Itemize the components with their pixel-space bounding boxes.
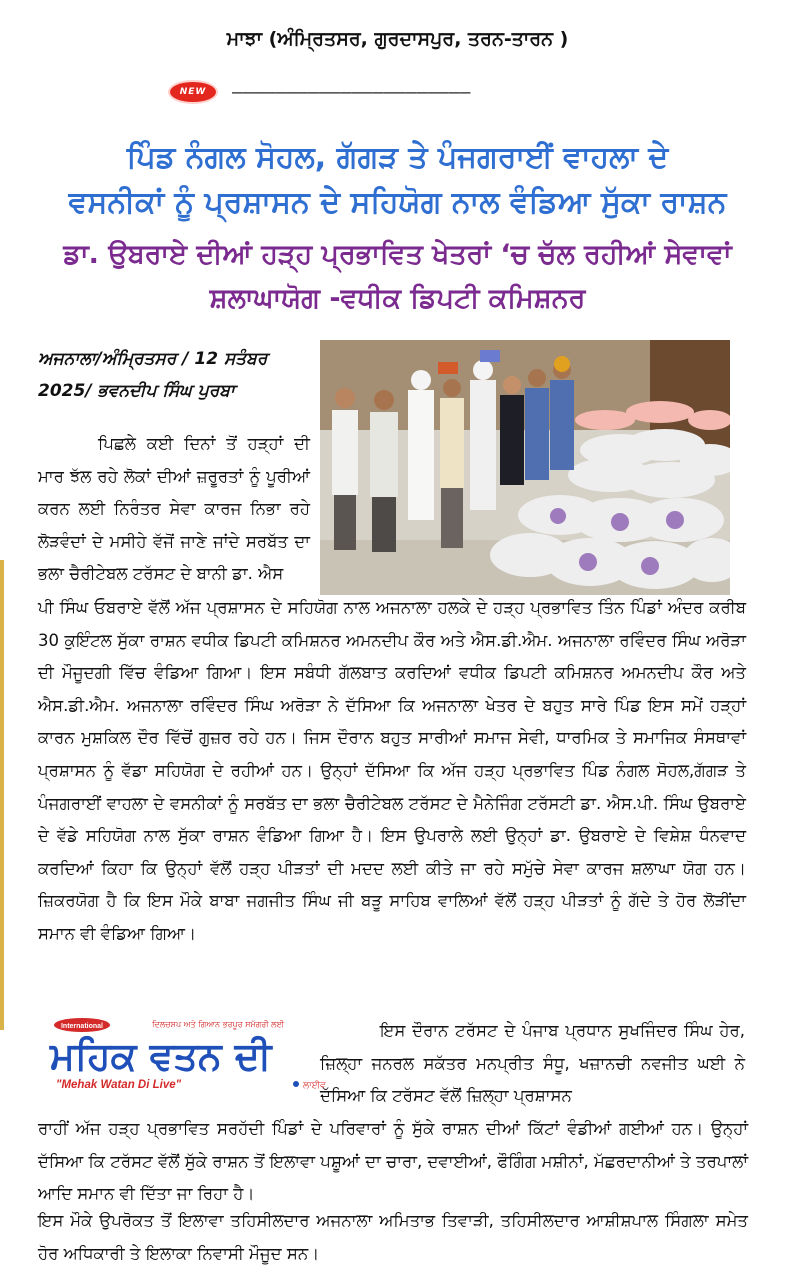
region-header: ਮਾਝਾ (ਅੰਮ੍ਰਿਤਸਰ, ਗੁਰਦਾਸਪੁਰ, ਤਰਨ-ਤਾਰਨ ) [226, 28, 569, 50]
subheadline-line-1: ਡਾ. ਉਬਰਾਏ ਦੀਆਂ ਹੜ੍ਹ ਪ੍ਰਭਾਵਿਤ ਖੇਤਰਾਂ ‘ਚ ਚੱਲ ਰਹੀਆਂ ਸੇਵਾਵਾਂ [63, 239, 732, 270]
news-photo [320, 340, 730, 595]
paragraph-1-full-width: ਪੀ ਸਿੰਘ ਓਬਰਾਏ ਵੱਲੋਂ ਅੱਜ ਪ੍ਰਸ਼ਾਸਨ ਦੇ ਸਹਿਯੋਗ ਨਾਲ ਅਜਨਾਲਾ ਹਲਕੇ ਦੇ ਹੜ੍ਹ ਪ੍ਰਭਾਵਿਤ ਤਿੰਨ ਪਿੰਡਾਂ ਅੰਦਰ ਕਰੀਬ 30 ਕੁਇੰਟਲ ਸੁੱਕਾ ਰਾਸ਼ਨ ਵਧੀਕ ਡਿਪਟੀ ਕਮਿਸ਼ਨਰ ਅਮਨਦੀਪ ਕੌਰ ਅਤੇ ਐਸ.ਡੀ.ਐਮ. ਅਜਨਾਲਾ ਰਵਿੰਦਰ ਸਿੰਘ ਅਰੋੜਾ ਦੀ ਮੌਜੂਦਗੀ ਵਿੱਚ ਵੰਡਿਆ ਗਿਆ। ਇਸ ਸਬੰਧੀ ਗੱਲਬਾਤ ਕਰਦਿਆਂ ਵਧੀਕ ਡਿਪਟੀ ਕਮਿਸ਼ਨਰ ਅਮਨਦੀਪ ਕੌਰ ਅਤੇ ਐਸ.ਡੀ.ਐਮ. ਅਜਨਾਲਾ ਰਵਿੰਦਰ ਸਿੰਘ ਅਰੋੜਾ ਨੇ ਦੱਸਿਆ ਕਿ ਅਜਨਾਲਾ ਖੇਤਰ ਦੇ ਬਹੁਤ ਸਾਰੇ ਪਿੰਡ ਇਸ ਸਮੇਂ ਹੜ੍ਹਾਂ ਕਾਰਨ ਮੁਸ਼ਕਿਲ ਦੌਰ ਵਿੱਚੋਂ ਗੁਜ਼ਰ ਰਹੇ ਹਨ। ਜਿਸ ਦੌਰਾਨ ਬਹੁਤ ਸਾਰੀਆਂ ਸਮਾਜ ਸੇਵੀ, ਧਾਰਮਿਕ ਤੇ ਸਮਾਜਿਕ ਸੰਸਥਾਵਾਂ ਪ੍ਰਸ਼ਾਸਨ ਨੂੰ ਵੱਡਾ ਸਹਿਯੋਗ ਦੇ ਰਹੀਆਂ ਹਨ। ਉਨ੍ਹਾਂ ਦੱਸਿਆ ਕਿ ਅੱਜ ਹੜ੍ਹ ਪ੍ਰਭਾਵਿਤ ਪਿੰਡ ਨੰਗਲ ਸੋਹਲ,ਗੱਗੜ ਤੇ ਪੰਜਗਰਾਈਂ ਵਾਹਲਾ ਦੇ ਵਸਨੀਕਾਂ ਨੂੰ ਸਰਬੱਤ ਦਾ ਭਲਾ ਚੈਰੀਟੇਬਲ ਟਰੱਸਟ ਦੇ ਮੈਨੇਜਿੰਗ ਟਰੱਸਟੀ ਡਾ. ਐਸ.ਪੀ. ਸਿੰਘ ਉਬਰਾਏ ਦੇ ਵੱਡੇ ਸਹਿਯੋਗ ਨਾਲ ਸੁੱਕਾ ਰਾਸ਼ਨ ਵੰਡਿਆ ਗਿਆ ਹੈ। ਇਸ ਉਪਰਾਲੇ ਲਈ ਉਨ੍ਹਾਂ ਡਾ. ਉਬਰਾਏ ਦੇ ਵਿਸ਼ੇਸ਼ ਧੰਨਵਾਦ ਕਰਦਿਆਂ ਕਿਹਾ ਕਿ ਉਨ੍ਹਾਂ ਵੱਲੋਂ ਹੜ੍ਹ ਪੀੜਤਾਂ ਦੀ ਮਦਦ ਲਈ ਕੀਤੇ ਜਾ ਰਹੇ ਸਮੁੱਚੇ ਸੇਵਾ ਕਾਰਜ ਸ਼ਲਾਘਾ ਯੋਗ ਹਨ। ਜ਼ਿਕਰਯੋਗ ਹੈ ਕਿ ਇਸ ਮੌਕੇ ਬਾਬਾ ਜਗਜੀਤ ਸਿੰਘ ਜੀ ਬੜੂ ਸਾਹਿਬ ਵਾਲਿਆਂ ਵੱਲੋਂ ਹੜ੍ਹ ਪੀੜਤਾਂ ਨੂੰ ਗੱਦੇ ਤੇ ਹੋਰ ਲੋੜੀਂਦਾ ਸਮਾਨ ਵੀ ਵੰਡਿਆ ਗਿਆ। [38, 598, 746, 943]
mehak-watan-di-logo [48, 1015, 338, 1095]
logo-graphic [48, 1015, 338, 1095]
paragraph-3: ਇਸ ਮੌਕੇ ਉਪਰੋਕਤ ਤੋਂ ਇਲਾਵਾ ਤਹਿਸੀਲਦਾਰ ਅਜਨਾਲਾ ਅਮਿਤਾਭ ਤਿਵਾੜੀ, ਤਹਿਸੀਲਦਾਰ ਆਸ਼ੀਸ਼ਪਾਲ ਸਿੰਗਲਾ ਸਮੇਤ ਹੋਰ ਅਧਿਕਾਰੀ ਤੇ ਇਲਾਕਾ ਨਿਵਾਸੀ ਮੌਜੂਦ ਸਨ। [38, 1211, 748, 1263]
paragraph-2-right-column [320, 1015, 745, 1113]
paragraph-2-right-text: ਇਸ ਦੌਰਾਨ ਟਰੱਸਟ ਦੇ ਪੰਜਾਬ ਪ੍ਰਧਾਨ ਸੁਖਜਿੰਦਰ ਸਿੰਘ ਹੇਰ, ਜ਼ਿਲ੍ਹਾ ਜਨਰਲ ਸਕੱਤਰ ਮਨਪ੍ਰੀਤ ਸੰਧੂ, ਖਜ਼ਾਨਚੀ ਨਵਜੀਤ ਘਈ ਨੇ ਦੱਸਿਆ ਕਿ ਟਰੱਸਟ ਵੱਲੋਂ ਜ਼ਿਲ੍ਹਾ ਪ੍ਰਸ਼ਾਸਨ [320, 1021, 745, 1106]
logo-subtitle: "Mehak Watan Di Live" [56, 1079, 182, 1091]
paragraph-2-full-width: ਰਾਹੀਂ ਅੱਜ ਹੜ੍ਹ ਪ੍ਰਭਾਵਿਤ ਸਰਹੱਦੀ ਪਿੰਡਾਂ ਦੇ ਪਰਿਵਾਰਾਂ ਨੂੰ ਸੁੱਕੇ ਰਾਸ਼ਨ ਦੀਆਂ ਕਿੱਟਾਂ ਵੰਡੀਆਂ ਗਈਆਂ ਹਨ। ਉਨ੍ਹਾਂ ਦੱਸਿਆ ਕਿ ਟਰੱਸਟ ਵੱਲੋਂ ਸੁੱਕੇ ਰਾਸ਼ਨ ਤੋਂ ਇਲਾਵਾ ਪਸ਼ੂਆਂ ਦਾ ਚਾਰਾ, ਦਵਾਈਆਂ, ਫੌਗਿੰਗ ਮਸ਼ੀਨਾਂ, ਮੱਛਰਦਾਨੀਆਂ ਤੇ ਤਰਪਾਲਾਂ ਆਦਿ ਸਮਾਨ ਵੀ ਦਿੱਤਾ ਜਾ ਰਿਹਾ ਹੈ। [38, 1119, 748, 1204]
dateline: ਅਜਨਾਲਾ/ਅੰਮ੍ਰਿਤਸਰ / 12 ਸਤੰਬਰ 2025/ ਭਵਨਦੀਪ ਸਿੰਘ ਪੁਰਬਾ [38, 349, 268, 401]
paragraph-1-left-column [38, 428, 310, 591]
logo-title: ਮਹਿਕ ਵਤਨ ਦੀ [50, 1034, 272, 1078]
headline-line-2: ਵਸਨੀਕਾਂ ਨੂੰ ਪ੍ਰਸ਼ਾਸਨ ਦੇ ਸਹਿਯੋਗ ਨਾਲ ਵੰਡਿਆ ਸੁੱਕਾ ਰਾਸ਼ਨ [68, 185, 727, 220]
headline-line-1: ਪਿੰਡ ਨੰਗਲ ਸੋਹਲ, ਗੱਗੜ ਤੇ ਪੰਜਗਰਾਈਂ ਵਾਹਲਾ ਦੇ [126, 140, 669, 175]
left-edge-strip [0, 560, 4, 1030]
logo-tagline: ਦਿਲਚਸਪ ਅਤੇ ਗਿਆਨ ਭਰਪੂਰ ਸਮੱਗਰੀ ਲਈ [151, 1020, 285, 1029]
logo-badge-text: International [60, 1023, 104, 1030]
photo-illustration [320, 340, 730, 595]
new-badge: NEW [170, 82, 216, 102]
dashed-separator: —————————————————————— [232, 82, 471, 103]
subheadline-line-2: ਸ਼ਲਾਘਾਯੋਗ -ਵਧੀਕ ਡਿਪਟੀ ਕਮਿਸ਼ਨਰ [209, 283, 586, 314]
logo-suffix: ਲਾਈਵ [303, 1081, 326, 1091]
paragraph-1-left-text: ਪਿਛਲੇ ਕਈ ਦਿਨਾਂ ਤੋਂ ਹੜ੍ਹਾਂ ਦੀ ਮਾਰ ਝੱਲ ਰਹੇ ਲੋਕਾਂ ਦੀਆਂ ਜ਼ਰੂਰਤਾਂ ਨੂੰ ਪੂਰੀਆਂ ਕਰਨ ਲਈ ਨਿਰੰਤਰ ਸੇਵਾ ਕਾਰਜ ਨਿਭਾ ਰਹੇ ਲੋੜਵੰਦਾਂ ਦੇ ਮਸੀਹੇ ਵੱਜੋਂ ਜਾਣੇ ਜਾਂਦੇ ਸਰਬੱਤ ਦਾ ਭਲਾ ਚੈਰੀਟੇਬਲ ਟਰੱਸਟ ਦੇ ਬਾਨੀ ਡਾ. ਐਸ [38, 434, 310, 584]
